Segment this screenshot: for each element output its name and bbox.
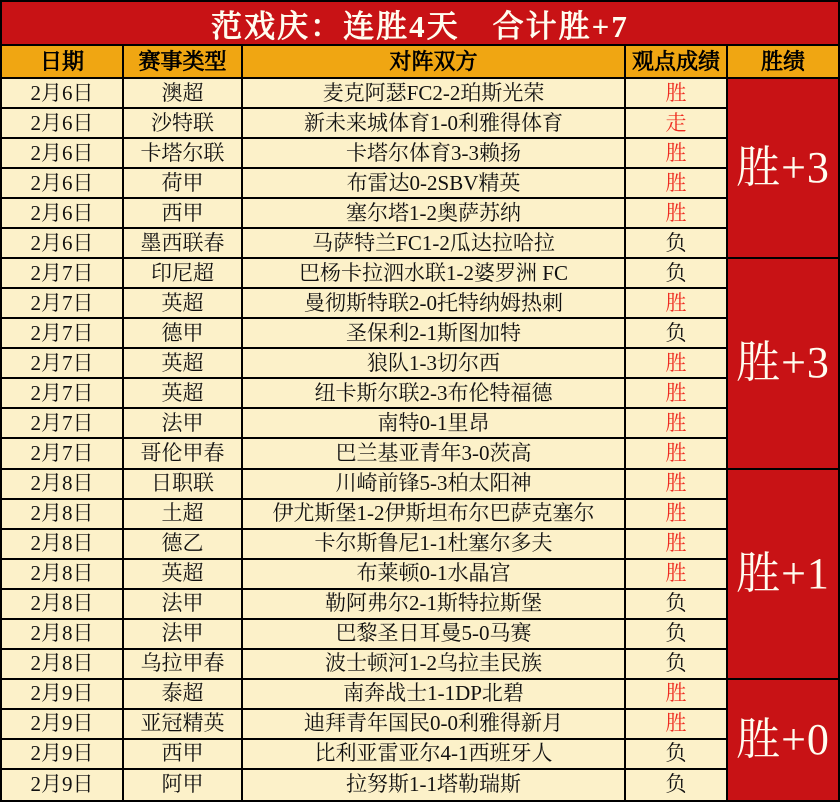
result-cell: 胜 [626, 710, 728, 740]
match-cell: 勒阿弗尔2-1斯特拉斯堡 [243, 590, 626, 620]
result-cell: 走 [626, 109, 728, 139]
streak-group-cell: 胜+1 [728, 470, 838, 680]
header-cell-date: 日期 [2, 46, 124, 79]
date-cell: 2月8日 [2, 530, 124, 560]
match-cell: 塞尔塔1-2奥萨苏纳 [243, 199, 626, 229]
match-cell: 拉努斯1-1塔勒瑞斯 [243, 770, 626, 800]
match-cell: 卡塔尔体育3-3赖扬 [243, 139, 626, 169]
date-cell: 2月7日 [2, 409, 124, 439]
match-cell: 南奔战士1-1DP北碧 [243, 680, 626, 710]
match-cell: 南特0-1里昂 [243, 409, 626, 439]
result-cell: 负 [626, 740, 728, 770]
match-cell: 曼彻斯特联2-0托特纳姆热刺 [243, 289, 626, 319]
match-cell: 比利亚雷亚尔4-1西班牙人 [243, 740, 626, 770]
streak-group-cell: 胜+0 [728, 680, 838, 800]
date-cell: 2月9日 [2, 680, 124, 710]
date-cell: 2月7日 [2, 349, 124, 379]
result-cell: 胜 [626, 530, 728, 560]
match-cell: 伊尤斯堡1-2伊斯坦布尔巴萨克塞尔 [243, 500, 626, 530]
date-cell: 2月8日 [2, 500, 124, 530]
league-cell: 西甲 [124, 740, 243, 770]
result-cell: 负 [626, 770, 728, 800]
result-cell: 胜 [626, 500, 728, 530]
league-cell: 印尼超 [124, 259, 243, 289]
match-cell: 波士顿河1-2乌拉圭民族 [243, 650, 626, 680]
league-cell: 墨西联春 [124, 229, 243, 259]
header-cell-result: 观点成绩 [626, 46, 728, 79]
result-cell: 胜 [626, 199, 728, 229]
result-cell: 胜 [626, 439, 728, 469]
date-cell: 2月7日 [2, 319, 124, 349]
league-cell: 哥伦甲春 [124, 439, 243, 469]
match-cell: 纽卡斯尔联2-3布伦特福德 [243, 379, 626, 409]
page-title: 范戏庆：连胜4天 合计胜+7 [2, 2, 838, 46]
header-cell-league: 赛事类型 [124, 46, 243, 79]
match-cell: 川崎前锋5-3柏太阳神 [243, 470, 626, 500]
date-cell: 2月6日 [2, 169, 124, 199]
date-cell: 2月7日 [2, 289, 124, 319]
result-cell: 胜 [626, 169, 728, 199]
result-cell: 负 [626, 620, 728, 650]
date-cell: 2月6日 [2, 229, 124, 259]
date-cell: 2月7日 [2, 379, 124, 409]
match-cell: 迪拜青年国民0-0利雅得新月 [243, 710, 626, 740]
league-cell: 德甲 [124, 319, 243, 349]
date-cell: 2月8日 [2, 650, 124, 680]
league-cell: 沙特联 [124, 109, 243, 139]
result-cell: 胜 [626, 289, 728, 319]
league-cell: 德乙 [124, 530, 243, 560]
match-cell: 狼队1-3切尔西 [243, 349, 626, 379]
league-cell: 乌拉甲春 [124, 650, 243, 680]
date-cell: 2月6日 [2, 109, 124, 139]
date-cell: 2月6日 [2, 139, 124, 169]
date-cell: 2月6日 [2, 199, 124, 229]
date-cell: 2月9日 [2, 740, 124, 770]
match-cell: 新未来城体育1-0利雅得体育 [243, 109, 626, 139]
match-cell: 巴黎圣日耳曼5-0马赛 [243, 620, 626, 650]
date-cell: 2月8日 [2, 560, 124, 590]
league-cell: 荷甲 [124, 169, 243, 199]
result-cell: 胜 [626, 560, 728, 590]
result-cell: 胜 [626, 379, 728, 409]
league-cell: 澳超 [124, 79, 243, 109]
result-cell: 胜 [626, 79, 728, 109]
league-cell: 英超 [124, 560, 243, 590]
result-cell: 负 [626, 259, 728, 289]
league-cell: 英超 [124, 379, 243, 409]
result-cell: 负 [626, 650, 728, 680]
result-cell: 胜 [626, 139, 728, 169]
league-cell: 法甲 [124, 590, 243, 620]
date-cell: 2月8日 [2, 470, 124, 500]
match-cell: 圣保利2-1斯图加特 [243, 319, 626, 349]
date-cell: 2月6日 [2, 79, 124, 109]
date-cell: 2月9日 [2, 770, 124, 800]
league-cell: 法甲 [124, 620, 243, 650]
result-cell: 胜 [626, 470, 728, 500]
result-cell: 胜 [626, 409, 728, 439]
header-cell-streak: 胜绩 [728, 46, 838, 79]
streak-group-cell: 胜+3 [728, 79, 838, 259]
header-cell-match: 对阵双方 [243, 46, 626, 79]
match-cell: 卡尔斯鲁尼1-1杜塞尔多夫 [243, 530, 626, 560]
match-cell: 巴杨卡拉泗水联1-2婆罗洲 FC [243, 259, 626, 289]
league-cell: 英超 [124, 289, 243, 319]
match-cell: 布莱顿0-1水晶宫 [243, 560, 626, 590]
league-cell: 亚冠精英 [124, 710, 243, 740]
league-cell: 阿甲 [124, 770, 243, 800]
match-cell: 巴兰基亚青年3-0茨高 [243, 439, 626, 469]
result-cell: 负 [626, 590, 728, 620]
result-cell: 胜 [626, 680, 728, 710]
date-cell: 2月7日 [2, 439, 124, 469]
league-cell: 英超 [124, 349, 243, 379]
result-cell: 负 [626, 229, 728, 259]
league-cell: 泰超 [124, 680, 243, 710]
result-cell: 负 [626, 319, 728, 349]
date-cell: 2月7日 [2, 259, 124, 289]
match-cell: 马萨特兰FC1-2瓜达拉哈拉 [243, 229, 626, 259]
league-cell: 卡塔尔联 [124, 139, 243, 169]
date-cell: 2月9日 [2, 710, 124, 740]
date-cell: 2月8日 [2, 590, 124, 620]
date-cell: 2月8日 [2, 620, 124, 650]
league-cell: 法甲 [124, 409, 243, 439]
league-cell: 土超 [124, 500, 243, 530]
match-cell: 布雷达0-2SBV精英 [243, 169, 626, 199]
league-cell: 日职联 [124, 470, 243, 500]
result-cell: 胜 [626, 349, 728, 379]
league-cell: 西甲 [124, 199, 243, 229]
streak-group-cell: 胜+3 [728, 259, 838, 469]
match-cell: 麦克阿瑟FC2-2珀斯光荣 [243, 79, 626, 109]
